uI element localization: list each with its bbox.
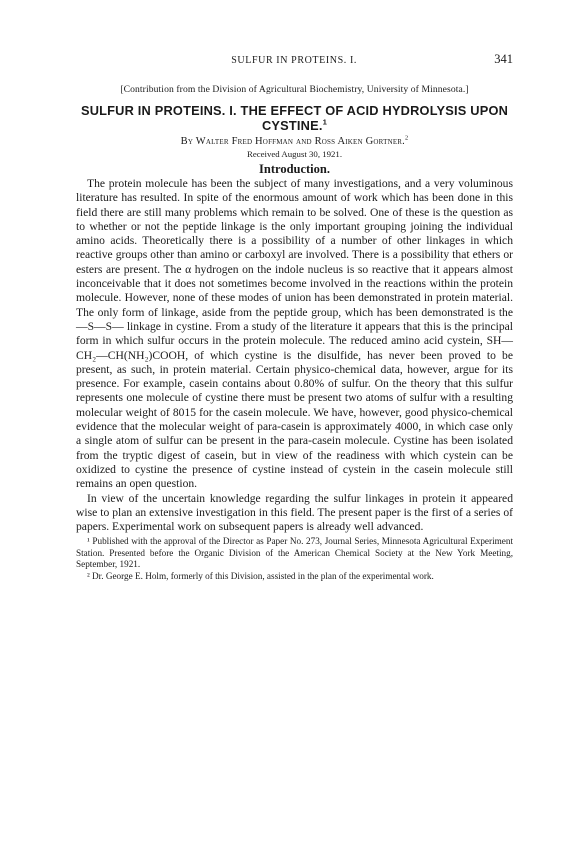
- received-date: Received August 30, 1921.: [246, 149, 343, 159]
- footnote: ¹ Published with the approval of the Director as Paper No. 273, Journal Series, Minnesota Agricultural Experiment Station. Presented before the Organic Division of the American Chemical Society at the New York Meeting, September, 1921.: [76, 536, 513, 570]
- author-byline: [76, 136, 513, 147]
- article-title-text: SULFUR IN PROTEINS. I. THE EFFECT OF ACID HYDROLYSIS UPON CYSTINE.: [80, 103, 509, 133]
- section-heading: Introduction.: [259, 162, 330, 176]
- article-title: [76, 103, 513, 133]
- footnote: ² Dr. George E. Holm, formerly of this Division, assisted in the plan of the experimental work.: [87, 570, 434, 581]
- running-title: SULFUR IN PROTEINS. I.: [231, 55, 357, 66]
- footnotes: [76, 536, 513, 582]
- title-footnote-mark: 1: [322, 117, 328, 127]
- contribution-note: [Contribution from the Division of Agricultural Biochemistry, University of Minnesota.]: [120, 84, 469, 95]
- body-paragraph: The protein molecule has been the subject of many investigations, and a very voluminous literature has resulted. In spite of the enormous amount of work which has been done in this field there are still many problems which remain to be solved. One of these is the question as to whether or not the peptide linkage is the only important grouping joining the individual amino acids. Theoretically there is a possibility of a number of other linkages in which reactive groups other than amino or carboxyl are involved. There is a possibility that ethers or esters are present. The α hydrogen on the indole nucleus is so reactive that it appears almost inconceivable that it does not sometimes become involved in the reactions within the protein molecule. However, none of these modes of union has been demonstrated in protein material. The only form of linkage, aside from the peptide group, which has been demonstrated is the —S—S— linkage in cystine. From a study of the literature it appears that this is the principal form in which sulfur occurs in the protein molecule. The reduced amino acid cystein, SH—CH₂—CH(NH₂)COOH, of which cystine is the disulfide, has never been proved to be present, as such, in protein material. Certain physico-chemical data, however, argue for its presence. For example, casein contains about 0.80% of sulfur. On the theory that this sulfur represents one molecule of cystine there must be present two atoms of sulfur with a resulting molecular weight of 8015 for the casein molecule. We have, however, good physico-chemical evidence that the molecular weight of para-casein is approximately 4000, in which case only a single atom of sulfur can be present in the para-casein molecule. Cystine has been isolated from the tryptic digest of casein, but in view of the readiness with which cystein can be oxidized to cystine the presence of cystine instead of cystein in the casein molecule still remains an open question.: [76, 177, 513, 491]
- body-paragraph: In view of the uncertain knowledge regarding the sulfur linkages in protein it appeared wise to plan an extensive investigation in this field. The present paper is the first of a series of papers. Experimental work on subsequent papers is already well advanced.: [76, 491, 513, 534]
- page-header: [76, 52, 513, 74]
- byline-footnote-mark: 2: [405, 134, 409, 142]
- author-byline-text: By Walter Fred Hoffman and Ross Aiken Gortner.: [180, 136, 406, 147]
- article-body: [76, 177, 513, 534]
- journal-page: [76, 52, 513, 582]
- page-number: 341: [494, 52, 513, 66]
